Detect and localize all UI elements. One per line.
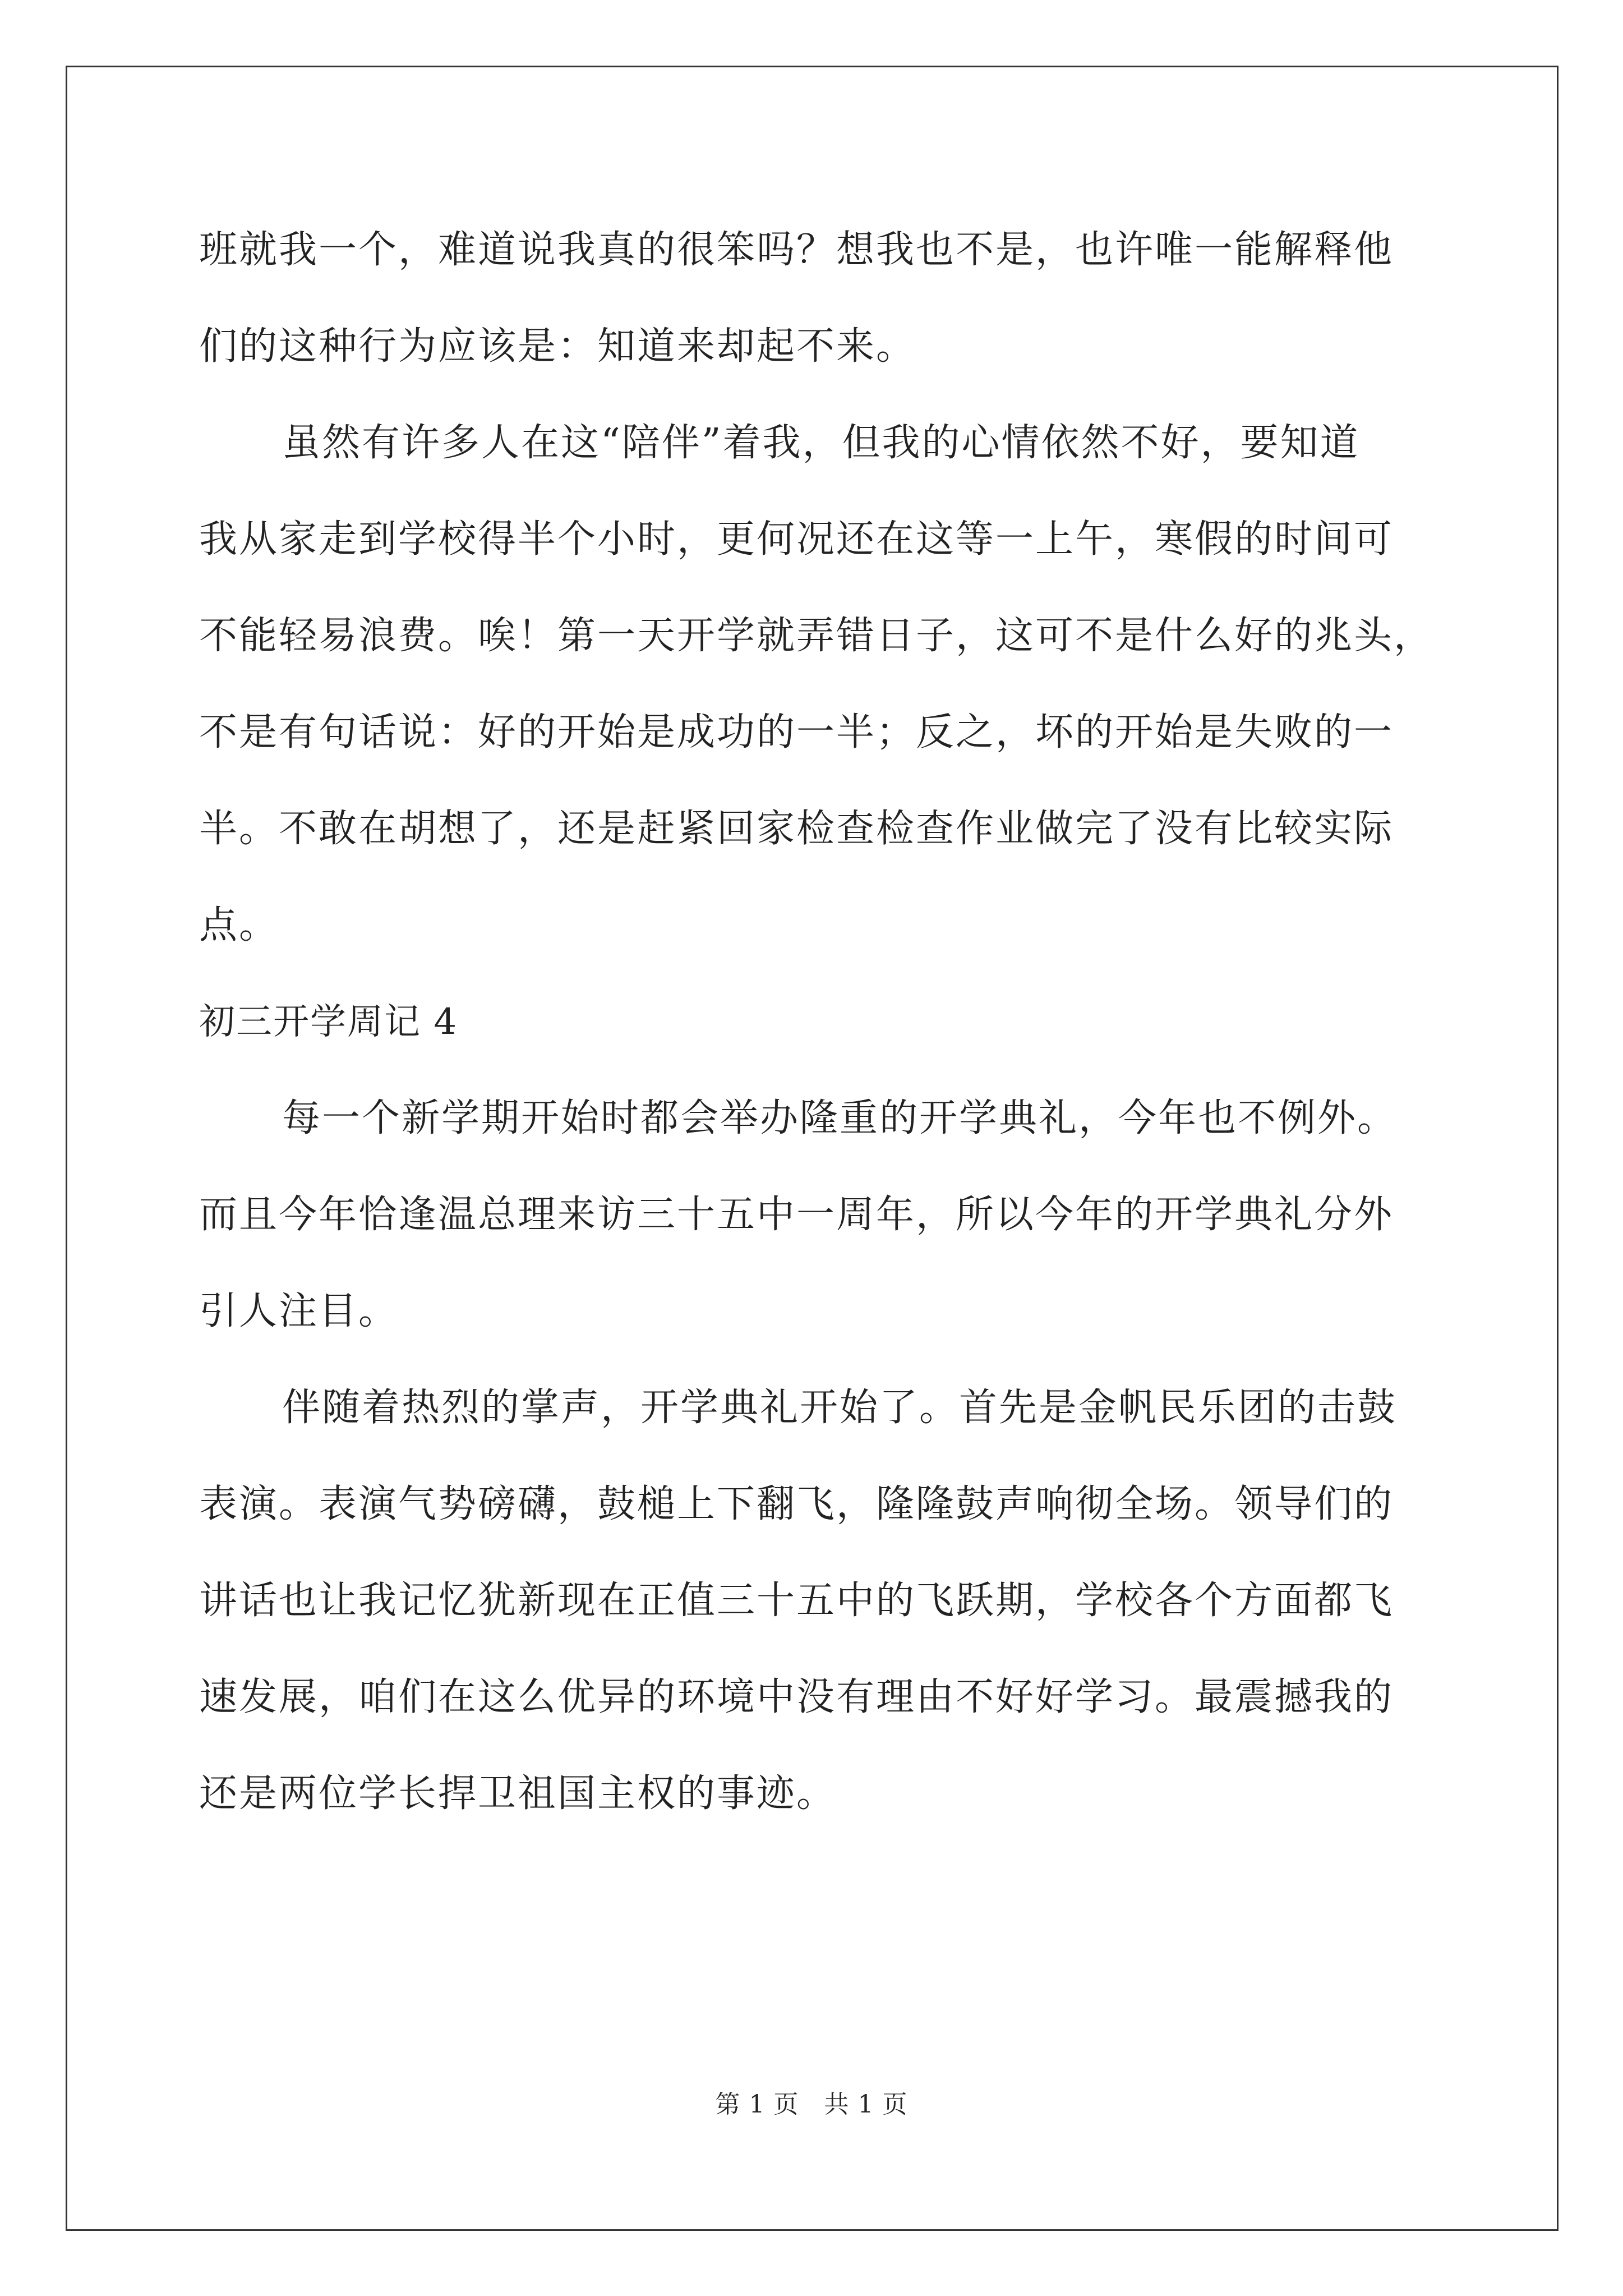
text-line: 讲话也让我记忆犹新现在正值三十五中的飞跃期，学校各个方面都飞	[199, 1579, 1394, 1623]
text-line: 表演。表演气势磅礴，鼓槌上下翻飞，隆隆鼓声响彻全场。领导们的	[199, 1482, 1394, 1526]
paragraph-start-line: 虽然有许多人在这“陪伴”着我，但我的心情依然不好，要知道	[282, 421, 1360, 465]
paragraph-start-line: 伴随着热烈的掌声，开学典礼开始了。首先是金帆民乐团的击鼓	[282, 1386, 1398, 1430]
text-line: 还是两位学长捍卫祖国主权的事迹。	[199, 1772, 837, 1816]
section-heading: 初三开学周记 4	[199, 1001, 458, 1043]
document-body	[199, 202, 1444, 1842]
page-footer: 第 1 页 共 1 页	[715, 2090, 908, 2119]
text-line: 不能轻易浪费。唉！第一天开学就弄错日子，这可不是什么好的兆头，	[199, 614, 1434, 658]
paragraph-start-line: 每一个新学期开始时都会举办隆重的开学典礼，今年也不例外。	[282, 1096, 1398, 1140]
text-line: 速发展，咱们在这么优异的环境中没有理由不好好学习。最震撼我的	[199, 1675, 1394, 1719]
text-line: 不是有句话说：好的开始是成功的一半；反之，坏的开始是失败的一	[199, 710, 1394, 754]
text-line: 们的这种行为应该是：知道来却起不来。	[199, 324, 916, 369]
text-line: 班就我一个，难道说我真的很笨吗？想我也不是，也许唯一能解释他	[199, 228, 1394, 272]
text-line: 我从家走到学校得半个小时，更何况还在这等一上午，寒假的时间可	[199, 517, 1394, 562]
text-line: 而且今年恰逢温总理来访三十五中一周年，所以今年的开学典礼分外	[199, 1193, 1394, 1237]
text-line: 点。	[199, 903, 279, 947]
text-line: 引人注目。	[199, 1289, 399, 1333]
text-line: 半。不敢在胡想了，还是赶紧回家检查检查作业做完了没有比较实际	[199, 807, 1394, 851]
